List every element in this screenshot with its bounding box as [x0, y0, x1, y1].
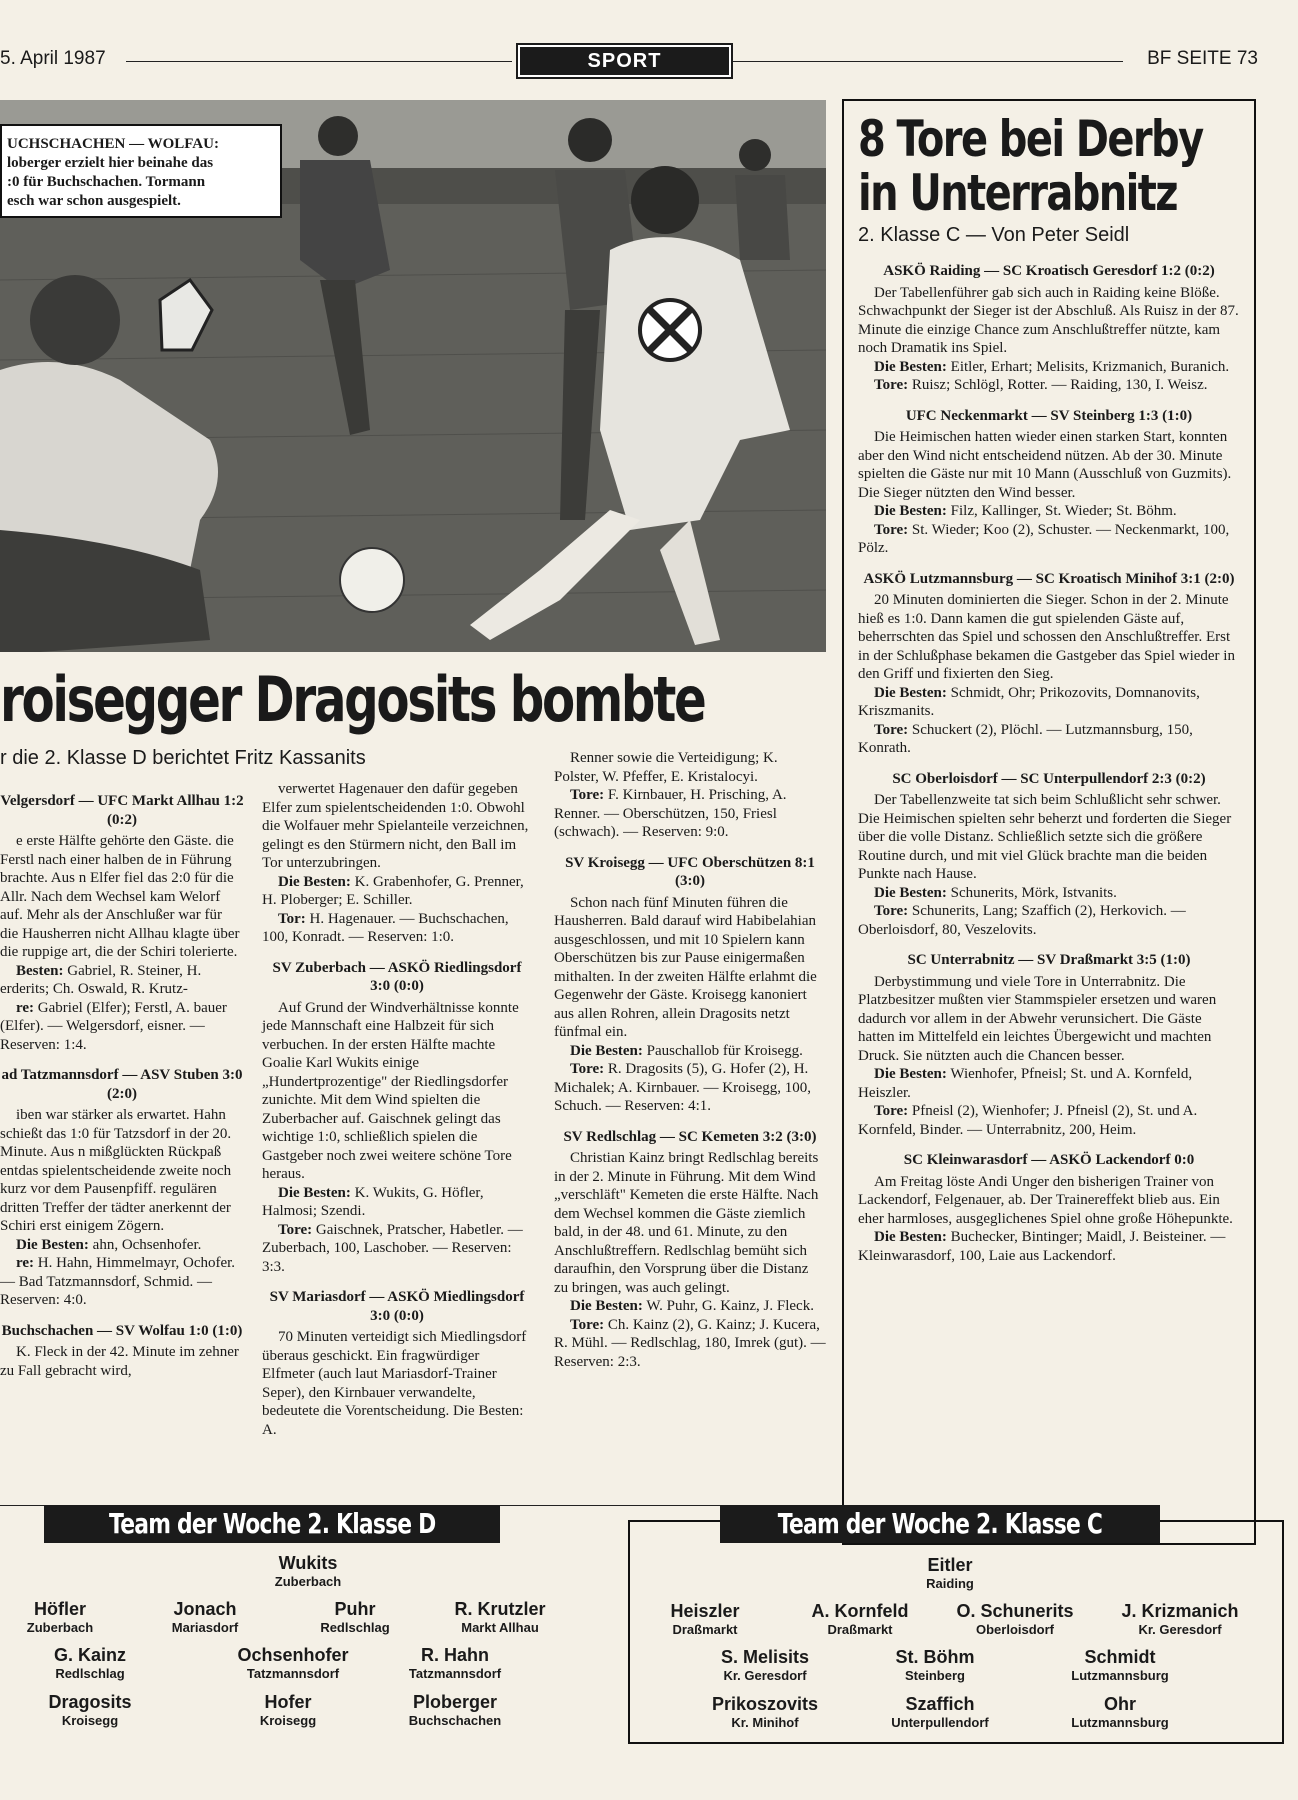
- player-club: Redlschlag: [320, 1620, 390, 1635]
- report-paragraph: [858, 884, 1240, 903]
- paragraph-label: Tore:: [874, 903, 909, 919]
- player-card: [150, 1599, 260, 1635]
- report-paragraph: [554, 1060, 826, 1116]
- team-d-title-text: Team der Woche 2. Klasse D: [108, 1507, 436, 1540]
- match-heading: SC Oberloisdorf — SC Unterpullendorf 2:3 (0:2): [892, 770, 1206, 787]
- paragraph-text: Ruisz; Schlögl, Rotter. — Raiding, 130, I. Weisz.: [908, 377, 1208, 393]
- report-paragraph: 70 Minuten verteidigt sich Miedlingsdorf überaus geschickt. Ein fragwürdiger Elfmeter (auch laut Mariasdorf-Trainer Seper), den Kirnbauer verwandelte, bedeutete die Vorentscheidung. Die Besten: A.: [262, 1329, 527, 1438]
- team-c-lineup: [630, 1545, 1280, 1745]
- paragraph-text: Gabriel (Elfer); Ferstl, A. bauer (Elfer). — Welgersdorf, eisner. — Reserven: 1:4.: [0, 999, 227, 1053]
- player-name: St. Böhm: [895, 1647, 975, 1667]
- match-heading: SV Redlschlag — SC Kemeten 3:2 (3:0): [563, 1128, 817, 1145]
- report-paragraph: Schon nach fünf Minuten führen die Hausherren. Bald darauf wird Habibelahian ausgeschlossen, und mit 10 Spielern kann Oberschützen bis zur Pause einigermaßen mithalten. In der zweiten Hälfte erlahmt die Gegenwehr der Gäste. Kroisegg kanoniert aus allen Rohren, allein Dragosits netzt fünfmal ein.: [554, 894, 817, 1040]
- player-name: O. Schunerits: [956, 1601, 1074, 1621]
- report-paragraph: [0, 962, 244, 999]
- paragraph-label: Die Besten:: [874, 503, 947, 519]
- player-name: J. Krizmanich: [1121, 1601, 1239, 1621]
- paragraph-text: Gaischnek, Pratscher, Habetler. — Zuberbach, 100, Laschober. — Reserven: 3:3.: [262, 1221, 523, 1275]
- report-paragraph: [858, 1065, 1240, 1102]
- paragraph-label: Die Besten:: [874, 884, 947, 901]
- article-column-d: [858, 250, 1240, 1265]
- match-heading: SC Unterrabnitz — SV Draßmarkt 3:5 (1:0): [907, 952, 1191, 968]
- paragraph-text: Schunerits, Mörk, Istvanits.: [946, 884, 1117, 901]
- paragraph-label: Die Besten:: [570, 1042, 643, 1059]
- player-name: Puhr: [334, 1599, 376, 1619]
- paragraph-text: Pfneisl (2), Wienhofer; J. Pfneisl (2), St. und A. Kornfeld, Binder. — Unterrabnitz, 200, Heim.: [858, 1103, 1198, 1138]
- caption-line-2: loberger erzielt hier beinahe das: [7, 155, 214, 171]
- player-card: [1050, 1647, 1190, 1683]
- player-card: [940, 1601, 1090, 1637]
- report-paragraph: [858, 1228, 1240, 1265]
- player-name: Jonach: [173, 1599, 237, 1619]
- player-club: Raiding: [926, 1576, 974, 1591]
- right-headline-line-1: 8 Tore bei Derby: [858, 110, 1203, 168]
- report-paragraph: Die Heimischen hatten wieder einen starken Start, konnten aber den Wind nicht entscheidend nützen. Ab der 30. Minute spielten die Gäste nur mit 10 Mann (Ausschluß von Guzmits). Die Sieger nützten den Wind besser.: [858, 429, 1232, 501]
- player-club: Kroisegg: [61, 1713, 119, 1728]
- paragraph-label: Tore:: [278, 1221, 313, 1238]
- paragraph-label: Tor:: [278, 910, 306, 927]
- player-name: Heiszler: [670, 1601, 740, 1621]
- paragraph-label: Tore:: [570, 1316, 605, 1333]
- player-club: Lutzmannsburg: [1071, 1668, 1169, 1683]
- player-card: [700, 1647, 830, 1683]
- player-club: Mariasdorf: [171, 1620, 239, 1635]
- header-rule-right: [733, 61, 1123, 62]
- player-club: Draßmarkt: [827, 1622, 893, 1637]
- report-paragraph: [554, 1297, 826, 1316]
- player-card: [1050, 1694, 1190, 1730]
- report-paragraph: [0, 1254, 244, 1310]
- match-heading: SV Kroisegg — UFC Oberschützen 8:1 (3:0): [565, 854, 815, 889]
- player-card: [228, 1692, 348, 1728]
- paragraph-label: re:: [16, 999, 35, 1016]
- photo-caption: [0, 124, 282, 218]
- report-paragraph: [554, 1042, 826, 1061]
- section-label: SPORT: [516, 43, 733, 79]
- player-club: Tatzmannsdorf: [408, 1666, 502, 1681]
- paragraph-label: Die Besten:: [874, 684, 947, 701]
- paragraph-text: R. Dragosits (5), G. Hofer (2), H. Michalek; A. Kirnbauer. — Kroisegg, 100, Schuch. — Reserven: 4:1.: [554, 1061, 812, 1114]
- player-card: [875, 1694, 1005, 1730]
- report-paragraph: Der Tabellenführer gab sich auch in Raiding keine Blöße. Schwachpunkt der Sieger ist der Abschluß. Als Ruisz in der 87. Minute die einzige Chance zum Anschlußtreffer nützte, kam noch Dramatik ins Spiel.: [858, 284, 1239, 356]
- paragraph-text: Pauschallob für Kroisegg.: [642, 1042, 803, 1059]
- report-paragraph: [262, 1184, 532, 1221]
- report-paragraph: Renner sowie die Verteidigung; K. Polster, W. Pfeffer, E. Kristalocyi.: [554, 750, 778, 785]
- player-club: Kr. Geresdorf: [723, 1668, 807, 1683]
- player-name: Dragosits: [48, 1692, 132, 1712]
- player-name: Ploberger: [412, 1692, 498, 1712]
- paragraph-label: Tore:: [874, 377, 909, 393]
- paragraph-text: Schunerits, Lang; Szaffich (2), Herkovich. — Oberloisdorf, 80, Veszelovits.: [858, 903, 1186, 938]
- player-card: [0, 1599, 120, 1635]
- report-paragraph: [858, 1102, 1240, 1139]
- player-card: [390, 1692, 520, 1728]
- report-paragraph: [262, 910, 532, 947]
- header-rule-left: [126, 61, 512, 62]
- paragraph-label: Die Besten:: [278, 1184, 351, 1201]
- report-paragraph: [262, 1221, 532, 1277]
- article-column-b: [262, 780, 532, 1439]
- match-heading: ASKÖ Lutzmannsburg — SC Kroatisch Minihof 3:1 (2:0): [863, 570, 1235, 587]
- player-name: Prikoszovits: [711, 1694, 819, 1714]
- player-name: R. Hahn: [420, 1645, 489, 1665]
- player-name: Schmidt: [1084, 1647, 1156, 1667]
- player-club: Oberloisdorf: [975, 1622, 1054, 1637]
- paragraph-text: Wienhofer, Pfneisl; St. und A. Kornfeld, Heiszler.: [858, 1066, 1193, 1101]
- team-d-title: [44, 1505, 500, 1543]
- report-paragraph: [0, 999, 244, 1055]
- paragraph-text: Buchecker, Bintinger; Maidl, J. Beisteiner. — Kleinwarasdorf, 100, Laie aus Lackendorf.: [858, 1229, 1226, 1264]
- match-heading: ASKÖ Raiding — SC Kroatisch Geresdorf 1:2 (0:2): [883, 263, 1215, 279]
- report-paragraph: 20 Minuten dominierten die Sieger. Schon in der 2. Minute hieß es 1:0. Dann kamen die gut spielenden Gäste auf, beherrschten das Spiel und schossen den Anschlußtreffer. Erst in der Schlußphase bekamen die Gastgeber das Spiel wieder in den Griff und fixierten den Sieg.: [858, 592, 1235, 682]
- paragraph-label: Die Besten:: [16, 1236, 89, 1253]
- paragraph-text: ahn, Ochsenhofer.: [88, 1236, 202, 1253]
- report-paragraph: Der Tabellenzweite tat sich beim Schlußlicht sehr schwer. Die Heimischen spielten sehr beherzt und forderten die Sieger über die volle Distanz. Schließlich setzte sich die größere Routine durch, und mit viel Glück brachte man die beiden Punkte nach Hause.: [858, 792, 1232, 882]
- player-club: Unterpullendorf: [891, 1715, 989, 1730]
- player-name: R. Krutzler: [454, 1599, 546, 1619]
- paragraph-label: Die Besten:: [874, 1229, 947, 1245]
- report-paragraph: [858, 902, 1240, 939]
- player-club: Zuberbach: [26, 1620, 94, 1635]
- paragraph-label: re:: [16, 1255, 35, 1271]
- paragraph-label: Tore:: [874, 721, 909, 738]
- player-card: [890, 1555, 1010, 1591]
- player-name: Hofer: [264, 1692, 312, 1712]
- report-paragraph: [262, 873, 532, 910]
- paragraph-text: Schuckert (2), Plöchl. — Lutzmannsburg, 150, Konrath.: [858, 721, 1193, 756]
- report-paragraph: Auf Grund der Windverhältnisse konnte jede Mannschaft eine Halbzeit für sich verbuchen. In der ersten Hälfte machte Goalie Karl Wukits einige „Hundertprozentige" der Riedlingsdorfer zunichte. Mit dem Wind spielten die Zuberbacher auf. Gaischnek gelingt das wichtige 1:0, schließlich spielen die Gastgeber noch zwei weitere schöne Tore heraus.: [262, 999, 519, 1182]
- match-heading: SC Kleinwarasdorf — ASKÖ Lackendorf 0:0: [903, 1152, 1195, 1168]
- player-club: Buchschachen: [408, 1713, 502, 1728]
- report-paragraph: e erste Hälfte gehörte den Gäste. die Ferstl nach einer halben de in Führung brachte. Aus n Elfer fiel das 2:0 für die Allr. Nach dem Wechsel kam Welorf auf. Mehr als der Anschlußer war für die Hausherren nicht Allhau klagte über die ruppige art, die der Schiri tolerierte.: [0, 833, 240, 960]
- match-heading: ad Tatzmannsdorf — ASV Stuben 3:0 (2:0): [1, 1067, 243, 1102]
- paragraph-text: Ch. Kainz (2), G. Kainz; J. Kucera, R. Mühl. — Redlschlag, 180, Imrek (gut). — Reserven: 2:3.: [554, 1316, 826, 1370]
- report-paragraph: Am Freitag löste Andi Unger den bisherigen Trainer von Lackendorf, Felgenauer, ab. Der Trainereffekt blieb aus. Ein eher harmloses, ausgeglichenes Spiel ohne große Höhepunkte.: [858, 1173, 1233, 1227]
- paragraph-label: Tore:: [874, 521, 909, 538]
- report-paragraph: [858, 376, 1240, 395]
- player-card: [795, 1601, 925, 1637]
- player-name: Ochsenhofer: [237, 1645, 349, 1665]
- paragraph-text: W. Puhr, G. Kainz, J. Fleck.: [642, 1298, 814, 1314]
- paragraph-text: H. Hahn, Himmelmayr, Ochofer. — Bad Tatzmannsdorf, Schmid. — Reserven: 4:0.: [0, 1255, 236, 1308]
- paragraph-text: H. Hagenauer. — Buchschachen, 100, Konradt. — Reserven: 1:0.: [262, 910, 509, 945]
- report-paragraph: [0, 1236, 244, 1255]
- paragraph-label: Tore:: [874, 1103, 909, 1119]
- paragraph-text: F. Kirnbauer, H. Prisching, A. Renner. — Oberschützen, 150, Friesl (schwach). — Reserven: 9:0.: [554, 787, 787, 840]
- paragraph-text: K. Wukits, G. Höfler, Halmosi; Szendi.: [262, 1184, 484, 1219]
- player-club: Steinberg: [905, 1668, 965, 1683]
- match-heading: UFC Neckenmarkt — SV Steinberg 1:3 (1:0): [905, 407, 1193, 424]
- report-paragraph: [858, 721, 1240, 758]
- team-d-lineup: [0, 1543, 600, 1743]
- article-column-c: [554, 749, 826, 1371]
- report-paragraph: [858, 358, 1240, 377]
- player-card: [875, 1647, 995, 1683]
- right-headline: [858, 112, 1203, 220]
- player-card: [390, 1645, 520, 1681]
- player-name: S. Melisits: [720, 1647, 810, 1667]
- player-name: Höfler: [33, 1599, 86, 1619]
- report-paragraph: verwertet Hagenauer den dafür gegeben Elfer zum spielentscheidenden 1:0. Obwohl die Wolfauer mehr Spielanteile verzeichnen, gelingt es den Stürmern nicht, den Ball im Tor unterzubringen.: [262, 781, 529, 871]
- player-club: Kr. Geresdorf: [1138, 1622, 1222, 1637]
- player-name: Eitler: [927, 1555, 973, 1575]
- player-club: Markt Allhau: [461, 1620, 539, 1635]
- player-card: [300, 1599, 410, 1635]
- paragraph-text: K. Grabenhofer, G. Prenner, H. Ploberger; E. Schiller.: [262, 873, 524, 908]
- left-headline: roisegger Dragosits bombte: [0, 663, 705, 736]
- report-paragraph: [554, 786, 826, 842]
- article-column-a: [0, 780, 244, 1380]
- report-paragraph: [554, 1316, 826, 1372]
- caption-line-4: esch war schon ausgespielt.: [7, 193, 181, 209]
- report-paragraph: Christian Kainz bringt Redlschlag bereits in der 2. Minute in Führung. Mit dem Wind „verschläft" Kemeten die erste Hälfte. Nach dem Wechsel kommen die Gäste ziemlich bald, in der 48. und 61. Minute, zu den Anschlußtreffern. Redlschlag bemüht sich daraufhin, den Vorsprung über die Distanz zu bringen, was auch gelingt.: [554, 1150, 819, 1296]
- paragraph-text: Schmidt, Ohr; Prikozovits, Domnanovits, Kriszmanits.: [858, 684, 1200, 719]
- caption-line-1: UCHSCHACHEN — WOLFAU:: [7, 136, 219, 152]
- player-card: [30, 1692, 150, 1728]
- paragraph-label: Die Besten:: [278, 873, 351, 890]
- team-c-title: [720, 1505, 1160, 1543]
- player-card: [650, 1601, 760, 1637]
- report-paragraph: [858, 502, 1240, 521]
- player-club: Kroisegg: [259, 1713, 317, 1728]
- player-club: Zuberbach: [274, 1574, 342, 1589]
- match-heading: SV Zuberbach — ASKÖ Riedlingsdorf 3:0 (0:0): [272, 959, 522, 994]
- player-club: Redlschlag: [55, 1666, 125, 1681]
- page-number: BF SEITE 73: [1147, 48, 1258, 69]
- match-heading: SV Mariasdorf — ASKÖ Miedlingsdorf 3:0 (0:0): [269, 1289, 525, 1324]
- paragraph-text: St. Wieder; Koo (2), Schuster. — Neckenmarkt, 100, Pölz.: [858, 521, 1230, 556]
- caption-line-3: :0 für Buchschachen. Tormann: [7, 174, 206, 190]
- report-paragraph: iben war stärker als erwartet. Hahn schießt das 1:0 für Tatzsdorf in der 20. Minute. Aus n mißglückten Rückpaß entdas spielentscheidende zweite noch kurz vor dem Pausenpfiff. regulären dritten Treffer der tädter anerkennt der Schiri erst einigem Zögern.: [0, 1107, 232, 1234]
- player-card: [30, 1645, 150, 1681]
- player-card: [430, 1599, 570, 1635]
- match-heading: Buchschachen — SV Wolfau 1:0 (1:0): [1, 1322, 243, 1339]
- report-paragraph: [858, 684, 1240, 721]
- player-card: [700, 1694, 830, 1730]
- report-paragraph: [858, 521, 1240, 558]
- right-byline: 2. Klasse C — Von Peter Seidl: [858, 224, 1130, 246]
- player-card: [248, 1553, 368, 1589]
- player-name: G. Kainz: [53, 1645, 126, 1665]
- paragraph-text: Eitler, Erhart; Melisits, Krizmanich, Buranich.: [946, 358, 1230, 375]
- player-card: [1100, 1601, 1260, 1637]
- player-card: [218, 1645, 368, 1681]
- player-club: Draßmarkt: [672, 1622, 738, 1637]
- paragraph-label: Tore:: [570, 1061, 605, 1077]
- paragraph-text: Filz, Kallinger, St. Wieder; St. Böhm.: [946, 503, 1177, 519]
- issue-date: 5. April 1987: [0, 48, 106, 69]
- paragraph-label: Die Besten:: [874, 358, 947, 375]
- paragraph-label: Die Besten:: [874, 1066, 947, 1082]
- team-c-title-text: Team der Woche 2. Klasse C: [777, 1507, 1103, 1540]
- player-name: A. Kornfeld: [811, 1601, 909, 1621]
- player-club: Kr. Minihof: [731, 1715, 799, 1730]
- paragraph-label: Besten:: [16, 962, 64, 979]
- report-paragraph: K. Fleck in der 42. Minute im zehner zu Fall gebracht wird,: [0, 1344, 239, 1379]
- player-name: Szaffich: [905, 1694, 975, 1714]
- player-club: Lutzmannsburg: [1071, 1715, 1169, 1730]
- player-club: Tatzmannsdorf: [246, 1666, 340, 1681]
- report-paragraph: Derbystimmung und viele Tore in Unterrabnitz. Die Platzbesitzer mußten vier Stammspieler ersetzen und waren dadurch vor allem in der Abwehr verunsichert. Die Gäste hatten im Mittelfeld ein leichtes Übergewicht und machten Druck. Sie nützten auch die Chancen besser.: [858, 973, 1217, 1064]
- right-headline-line-2: in Unterrabnitz: [858, 164, 1177, 222]
- paragraph-text: Gabriel, R. Steiner, H. erderits; Ch. Oswald, R. Krutz-: [0, 962, 202, 997]
- player-name: Wukits: [278, 1553, 338, 1573]
- left-byline: r die 2. Klasse D berichtet Fritz Kassanits: [0, 747, 366, 769]
- match-heading: Velgersdorf — UFC Markt Allhau 1:2 (0:2): [0, 793, 244, 828]
- player-name: Ohr: [1103, 1694, 1136, 1714]
- paragraph-label: Tore:: [570, 787, 605, 803]
- paragraph-label: Die Besten:: [570, 1298, 643, 1314]
